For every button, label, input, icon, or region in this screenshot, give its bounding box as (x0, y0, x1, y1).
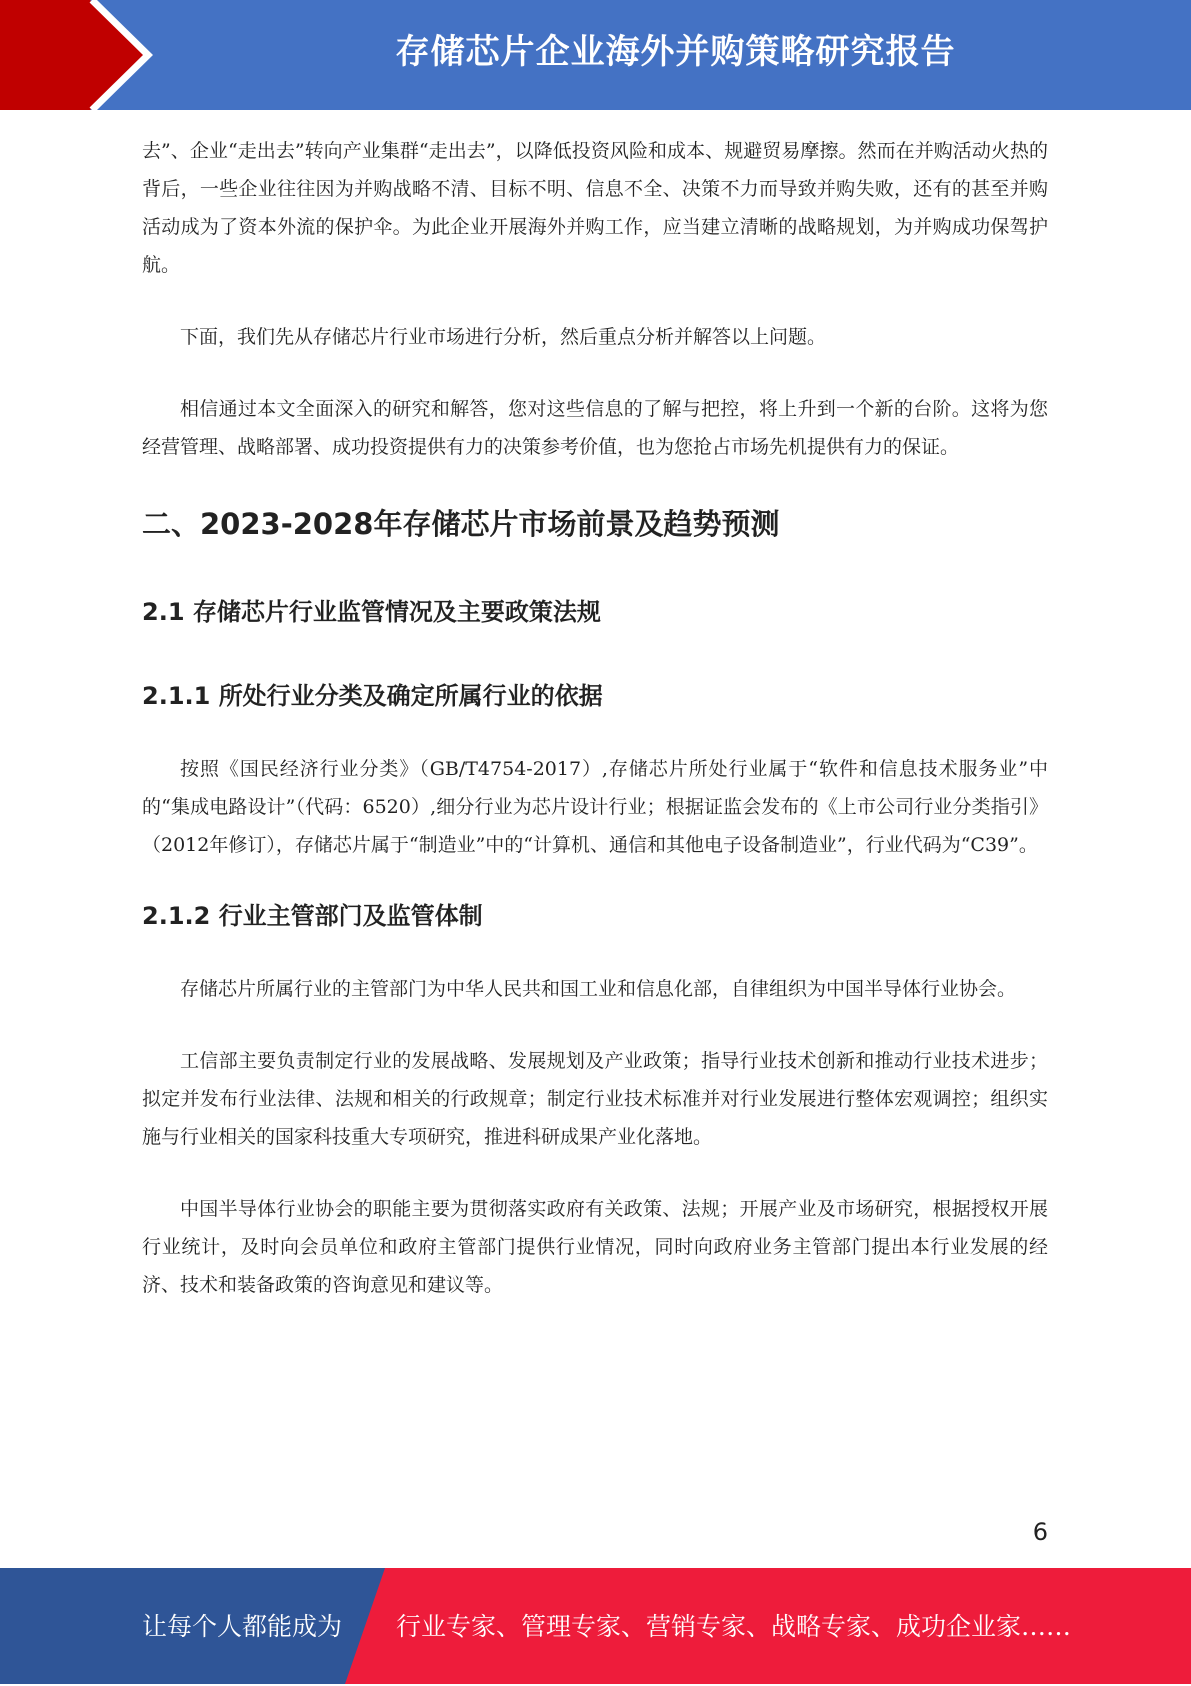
footer-slogan-left: 让每个人都能成为 (142, 1612, 343, 1641)
section-2-1-1-paragraph: 按照《国民经济行业分类》（GB/T4754-2017）,存储芯片所处行业属于“软件和信息技术服务业”中的“集成电路设计”（代码：6520）,细分行业为芯片设计行业；根据证监会发布的《上市公司行业分类指引》（2012年修订），存储芯片属于“制造业”中的“计算机、通信和其他电子设备制造业”，行业代码为“C39”。 (142, 758, 1048, 856)
section-2-1-1-heading: 2.1.1 所处行业分类及确定所属行业的依据 (142, 682, 603, 710)
intro-paragraph-1: 去”、企业“走出去”转向产业集群“走出去”，以降低投资风险和成本、规避贸易摩擦。然而在并购活动火热的背后，一些企业往往因为并购战略不清、目标不明、信息不全、决策不力而导致并购失败，还有的甚至并购活动成为了资本外流的保护伞。为此企业开展海外并购工作，应当建立清晰的战略规划，为并购成功保驾护航。 (142, 140, 1048, 276)
section-2-1-2-heading: 2.1.2 行业主管部门及监管体制 (142, 902, 483, 930)
page-number: 6 (1032, 1518, 1048, 1546)
section-2-1-2-paragraph-3: 中国半导体行业协会的职能主要为贯彻落实政府有关政策、法规；开展产业及市场研究，根据授权开展行业统计，及时向会员单位和政府主管部门提供行业情况，同时向政府业务主管部门提出本行业发展的经济、技术和装备政策的咨询意见和建议等。 (142, 1198, 1048, 1296)
footer-banner (0, 1568, 1191, 1684)
section-2-1-2-paragraph-1: 存储芯片所属行业的主管部门为中华人民共和国工业和信息化部，自律组织为中国半导体行业协会。 (180, 978, 1017, 1000)
section-2-heading: 二、2023-2028年存储芯片市场前景及趋势预测 (142, 507, 780, 541)
section-2-1-heading: 2.1 存储芯片行业监管情况及主要政策法规 (142, 598, 601, 626)
chevron-arrow-icon (0, 0, 160, 110)
document-body (142, 132, 1048, 1338)
footer-slogan-right: 行业专家、管理专家、营销专家、战略专家、成功企业家…… (396, 1612, 1072, 1641)
section-2-1-2-paragraph-2: 工信部主要负责制定行业的发展战略、发展规划及产业政策；指导行业技术创新和推动行业技术进步；拟定并发布行业法律、法规和相关的行政规章；制定行业技术标准并对行业发展进行整体宏观调控；组织实施与行业相关的国家科技重大专项研究，推进科研成果产业化落地。 (142, 1050, 1048, 1148)
intro-paragraph-2: 下面，我们先从存储芯片行业市场进行分析，然后重点分析并解答以上问题。 (180, 326, 827, 348)
report-title: 存储芯片企业海外并购策略研究报告 (395, 32, 956, 72)
header-banner (0, 0, 1191, 110)
intro-paragraph-3: 相信通过本文全面深入的研究和解答，您对这些信息的了解与把控，将上升到一个新的台阶。这将为您经营管理、战略部署、成功投资提供有力的决策参考价值，也为您抢占市场先机提供有力的保证。 (142, 398, 1048, 458)
